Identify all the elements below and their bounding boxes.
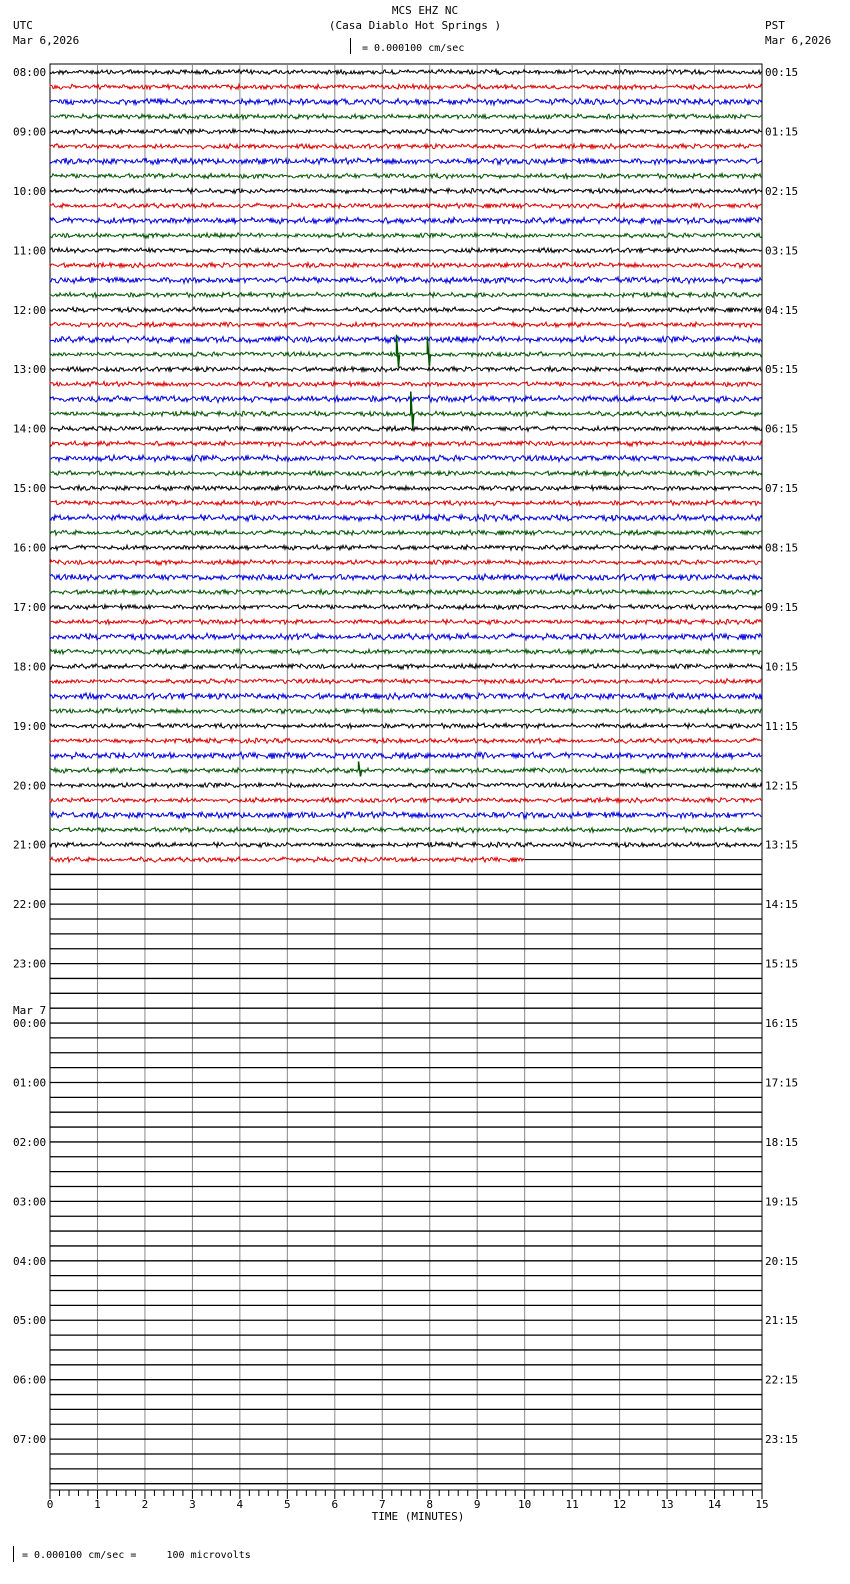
seismic-trace — [50, 798, 762, 803]
left-hour-label: 12:00 — [13, 303, 47, 317]
station-subtitle: (Casa Diablo Hot Springs ) — [328, 19, 502, 32]
left-date: Mar 6,2026 — [13, 34, 80, 47]
seismic-trace — [50, 693, 762, 700]
seismic-trace — [50, 708, 762, 713]
x-tick-label: 15 — [755, 1498, 769, 1511]
seismic-trace — [50, 471, 762, 476]
seismic-trace — [50, 604, 762, 609]
right-hour-label: 01:15 — [765, 125, 799, 139]
right-hour-label: 21:15 — [765, 1314, 799, 1328]
seismic-trace — [50, 277, 762, 284]
right-hour-label: 10:15 — [765, 660, 799, 674]
left-hour-label: 16:00 — [13, 541, 47, 555]
seismic-trace — [50, 129, 762, 134]
seismic-trace — [50, 679, 762, 684]
x-tick-label: 3 — [189, 1498, 196, 1511]
x-tick-label: 1 — [94, 1498, 101, 1511]
right-hour-label: 11:15 — [765, 719, 799, 733]
seismic-trace — [50, 827, 762, 832]
right-hour-label: 20:15 — [765, 1254, 799, 1268]
seismic-trace — [50, 396, 762, 403]
left-hour-label: 00:00 — [13, 1017, 47, 1031]
x-tick-label: 11 — [565, 1498, 579, 1511]
seismic-trace — [50, 336, 762, 343]
x-tick-label: 9 — [473, 1498, 481, 1511]
right-hour-label: 09:15 — [765, 600, 799, 614]
right-timezone: PST — [765, 19, 785, 32]
seismic-trace — [50, 455, 762, 462]
left-timezone: UTC — [13, 19, 33, 32]
seismic-trace — [50, 589, 762, 594]
right-hour-label: 03:15 — [765, 244, 799, 258]
seismic-trace — [50, 574, 762, 581]
seismic-trace — [50, 619, 762, 624]
seismic-trace — [50, 307, 762, 312]
x-tick-label: 12 — [612, 1498, 627, 1511]
left-hour-label: 13:00 — [13, 363, 47, 377]
right-hour-label: 06:15 — [765, 422, 799, 436]
left-hour-label: 02:00 — [13, 1135, 47, 1149]
right-hour-label: 17:15 — [765, 1076, 799, 1090]
x-tick-label: 5 — [284, 1498, 291, 1511]
x-tick-label: 8 — [426, 1498, 434, 1511]
seismic-trace — [50, 367, 762, 372]
seismic-trace — [50, 500, 762, 505]
footer-scale-icon — [13, 1546, 18, 1562]
seismic-trace — [50, 144, 762, 149]
x-tick-label: 7 — [378, 1498, 386, 1511]
footer-scale-label: = 0.000100 cm/sec = 100 microvolts — [22, 1550, 251, 1561]
left-hour-label: 08:00 — [13, 66, 47, 79]
scale-label: = 0.000100 cm/sec — [362, 43, 465, 54]
seismic-trace — [50, 233, 762, 238]
seismic-trace — [50, 411, 762, 416]
left-hour-label: 01:00 — [13, 1076, 47, 1090]
right-date: Mar 6,2026 — [765, 34, 832, 47]
right-hour-label: 16:15 — [765, 1017, 799, 1031]
seismic-trace — [50, 441, 762, 446]
seismic-trace — [50, 649, 762, 654]
left-hour-label: 23:00 — [13, 957, 47, 971]
right-hour-label: 07:15 — [765, 482, 799, 496]
right-hour-label: 23:15 — [765, 1433, 799, 1447]
seismic-trace — [50, 633, 762, 640]
seismic-trace — [50, 752, 762, 759]
right-hour-label: 19:15 — [765, 1195, 799, 1209]
seismic-trace — [50, 322, 762, 327]
seismic-trace — [50, 545, 762, 550]
seismic-trace — [50, 768, 762, 773]
x-tick-label: 14 — [707, 1498, 722, 1511]
seismic-trace — [50, 248, 762, 253]
seismic-trace — [50, 515, 762, 522]
seismic-trace — [50, 560, 762, 565]
right-hour-label: 00:15 — [765, 66, 799, 79]
left-hour-label: 22:00 — [13, 898, 47, 912]
right-hour-label: 18:15 — [765, 1135, 799, 1149]
seismic-trace — [50, 69, 762, 74]
seismic-trace — [50, 188, 762, 193]
seismic-trace — [50, 352, 762, 357]
date-change-label: Mar 7 — [13, 1004, 47, 1018]
seismic-trace — [50, 485, 762, 490]
left-hour-label: 05:00 — [13, 1314, 47, 1328]
seismic-event — [411, 391, 414, 428]
seismic-trace — [50, 426, 762, 431]
right-hour-label: 08:15 — [765, 541, 799, 555]
x-tick-label: 0 — [46, 1498, 54, 1511]
seismic-event — [359, 762, 362, 777]
left-hour-label: 11:00 — [13, 244, 47, 258]
seismic-trace — [50, 158, 762, 165]
right-hour-label: 15:15 — [765, 957, 799, 971]
seismic-trace — [50, 263, 762, 268]
right-hour-label: 14:15 — [765, 898, 799, 912]
seismic-trace — [50, 530, 762, 535]
x-tick-label: 6 — [331, 1498, 339, 1511]
right-hour-label: 02:15 — [765, 184, 799, 198]
seismic-trace — [50, 114, 762, 119]
seismic-trace — [50, 217, 762, 224]
x-axis-label: TIME (MINUTES) — [371, 1510, 465, 1523]
seismic-trace — [50, 664, 762, 669]
seismic-trace — [50, 738, 762, 743]
left-hour-label: 07:00 — [13, 1433, 47, 1447]
x-tick-label: 13 — [660, 1498, 674, 1511]
x-tick-label: 2 — [141, 1498, 149, 1511]
seismic-trace — [50, 783, 762, 788]
left-hour-label: 10:00 — [13, 184, 47, 198]
right-hour-label: 04:15 — [765, 303, 799, 317]
left-hour-label: 19:00 — [13, 719, 47, 733]
right-hour-label: 22:15 — [765, 1373, 799, 1387]
seismic-trace — [50, 292, 762, 297]
left-hour-label: 09:00 — [13, 125, 47, 139]
right-hour-label: 13:15 — [765, 838, 799, 852]
seismic-trace — [50, 84, 762, 89]
left-hour-label: 15:00 — [13, 482, 47, 496]
x-tick-label: 10 — [518, 1498, 532, 1511]
seismic-trace — [50, 203, 762, 208]
left-hour-label: 18:00 — [13, 660, 47, 674]
seismic-trace — [50, 381, 762, 386]
left-hour-label: 03:00 — [13, 1195, 47, 1209]
seismic-trace — [50, 723, 762, 728]
left-hour-label: 14:00 — [13, 422, 47, 436]
left-hour-label: 20:00 — [13, 779, 47, 793]
right-hour-label: 12:15 — [765, 779, 799, 793]
left-hour-label: 04:00 — [13, 1254, 47, 1268]
left-hour-label: 17:00 — [13, 600, 47, 614]
right-hour-label: 05:15 — [765, 363, 799, 377]
left-hour-label: 21:00 — [13, 838, 47, 852]
seismic-trace — [50, 812, 762, 819]
seismic-trace — [50, 98, 762, 105]
seismic-trace — [50, 174, 762, 179]
seismic-trace — [50, 842, 762, 847]
left-hour-label: 06:00 — [13, 1373, 47, 1387]
x-tick-label: 4 — [236, 1498, 244, 1511]
station-title: MCS EHZ NC — [391, 4, 459, 17]
